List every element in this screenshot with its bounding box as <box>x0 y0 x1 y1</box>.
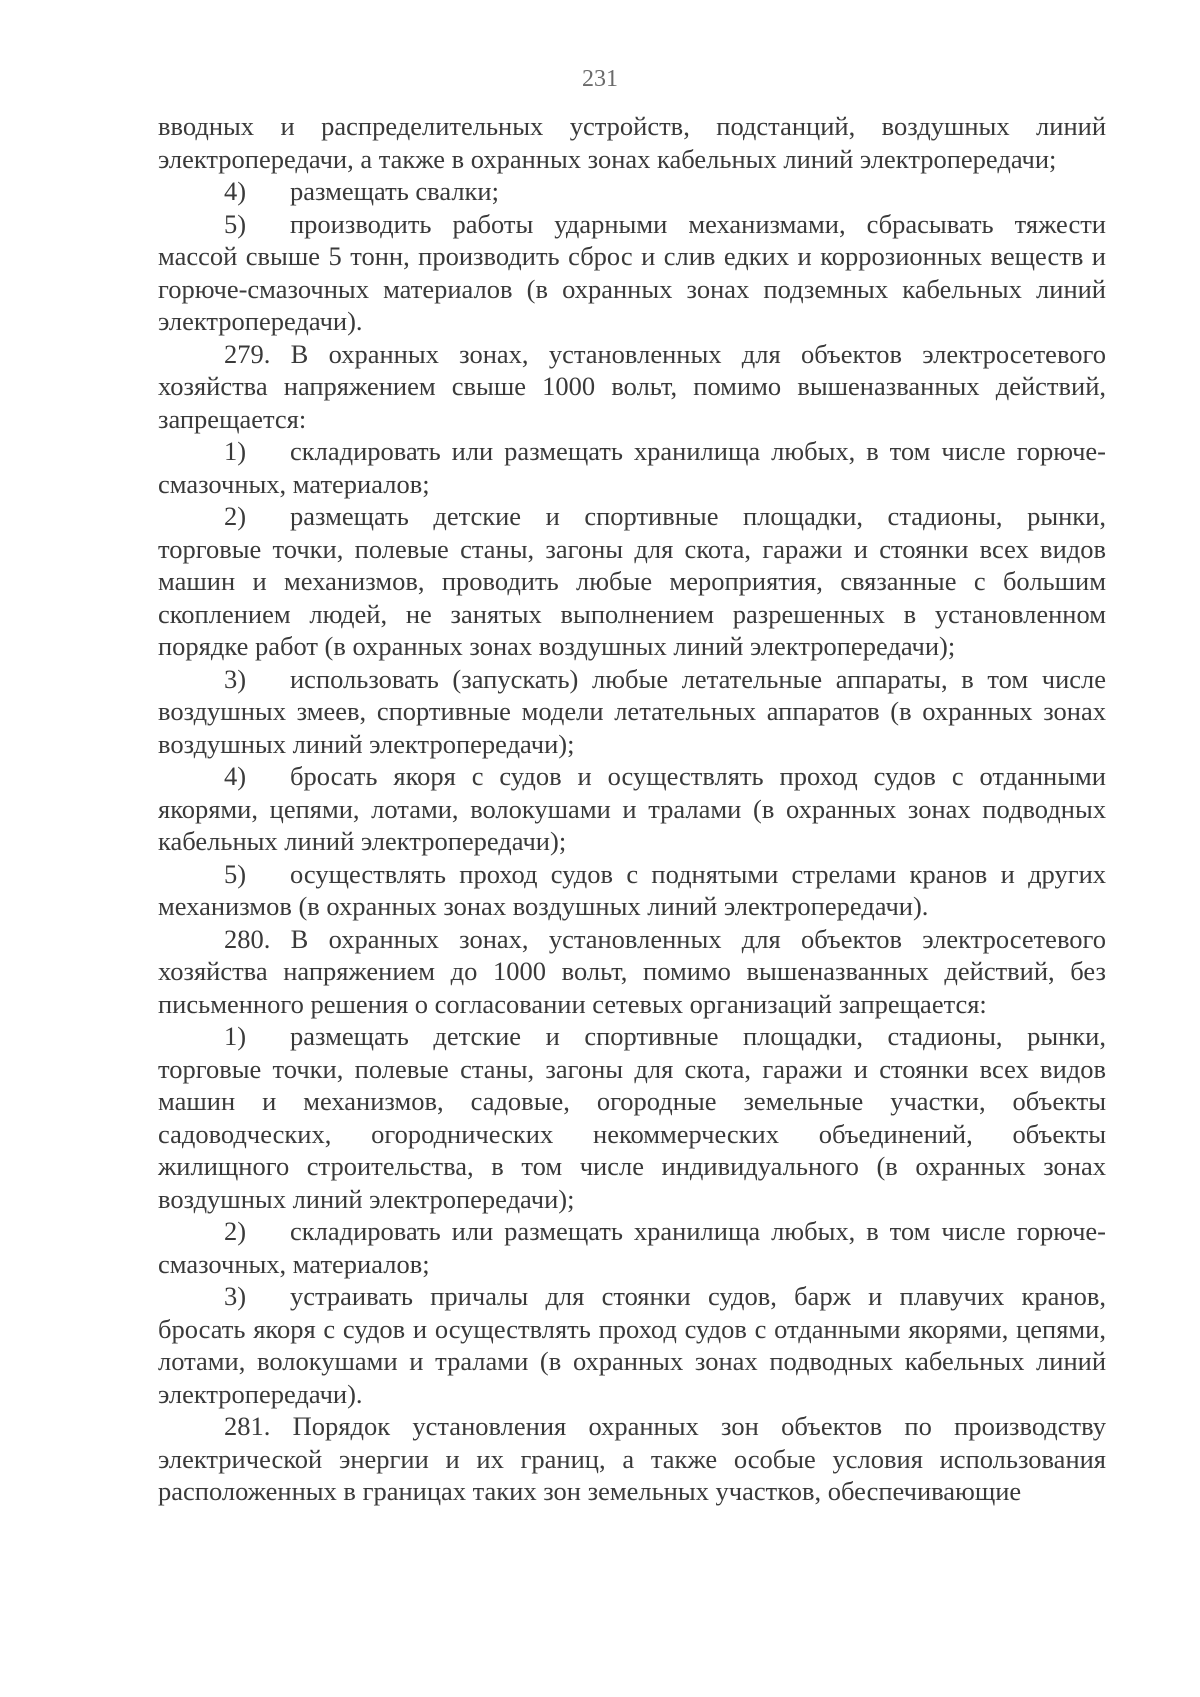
list-item <box>158 1215 1106 1280</box>
list-item-text: устраивать причалы для стоянки судов, барж и плавучих кранов, бросать якоря с судов и осуществлять проход судов с отданными якорями, цепями, лотами, волокушами и тралами (в охранных зонах подводных кабельных линий электропередачи). <box>158 1281 1106 1409</box>
list-item-number: 3) <box>224 663 247 694</box>
list-item-number: 5) <box>224 858 247 889</box>
list-item-number: 3) <box>224 1281 247 1311</box>
list-item <box>158 435 1106 500</box>
list-item <box>158 1020 1106 1215</box>
list-item <box>158 1280 1106 1410</box>
document-body <box>158 110 1106 1508</box>
list-item-number: 4) <box>224 761 247 791</box>
list-item-number: 4) <box>224 176 247 206</box>
list-item-number: 2) <box>224 501 247 531</box>
list-item-number: 2) <box>224 1216 247 1246</box>
list-item <box>158 663 1106 761</box>
paragraph-279: 279. В охранных зонах, установленных для объектов электросетевого хозяйства напряжением свыше 1000 вольт, помимо вышеназванных действий, запрещается: <box>158 338 1106 434</box>
page-number: 231 <box>582 66 618 92</box>
list-item-text: размещать детские и спортивные площадки, стадионы, рынки, торговые точки, полевые станы, загоны для скота, гаражи и стоянки всех видов машин и механизмов, садовые, огородные земельные участки, объекты садоводческих, огороднических некоммерческих объединений, объекты жилищного строительства, в том числе индивидуального (в охранных зонах воздушных линий электропередачи); <box>158 1021 1106 1214</box>
list-item-text: складировать или размещать хранилища любых, в том числе горюче-смазочных, материалов; <box>158 436 1106 499</box>
list-item <box>158 500 1106 663</box>
list-item-text: размещать свалки; <box>290 176 499 206</box>
list-item-text: использовать (запускать) любые летательные аппараты, в том числе воздушных змеев, спортивные модели летательных аппаратов (в охранных зонах воздушных линий электропередачи); <box>158 663 1106 759</box>
list-item-number: 1) <box>224 1021 247 1051</box>
list-item-text: производить работы ударными механизмами, сбрасывать тяжести массой свыше 5 тонн, производить сброс и слив едких и коррозионных веществ и горюче-смазочных материалов (в охранных зонах подземных кабельных линий электропередачи). <box>158 208 1106 336</box>
continuation-paragraph: вводных и распределительных устройств, подстанций, воздушных линий электропередачи, а также в охранных зонах кабельных линий электропередачи; <box>158 111 1106 174</box>
list-item-text: складировать или размещать хранилища любых, в том числе горюче-смазочных, материалов; <box>158 1216 1106 1279</box>
paragraph-281: 281. Порядок установления охранных зон объектов по производству электрической энергии и их границ, а также особые условия использования расположенных в границах таких зон земельных участков, обеспечивающие <box>158 1411 1106 1506</box>
list-item <box>158 760 1106 858</box>
list-item-text: осуществлять проход судов с поднятыми стрелами кранов и других механизмов (в охранных зонах воздушных линий электропередачи). <box>158 858 1106 921</box>
list-item-number: 5) <box>224 208 247 239</box>
list-item-text: бросать якоря с судов и осуществлять проход судов с отданными якорями, цепями, лотами, волокушами и тралами (в охранных зонах подводных кабельных линий электропередачи); <box>158 761 1106 856</box>
list-item-text: размещать детские и спортивные площадки, стадионы, рынки, торговые точки, полевые станы, загоны для скота, гаражи и стоянки всех видов машин и механизмов, проводить любые мероприятия, связанные с большим скоплением людей, не занятых выполнением разрешенных в установленном порядке работ (в охранных зонах воздушных линий электропередачи); <box>158 501 1106 661</box>
paragraph-280: 280. В охранных зонах, установленных для объектов электросетевого хозяйства напряжением до 1000 вольт, помимо вышеназванных действий, без письменного решения о согласовании сетевых организаций запрещается: <box>158 923 1106 1019</box>
list-item <box>158 208 1106 338</box>
list-item <box>158 858 1106 923</box>
list-item <box>158 175 1106 208</box>
list-item-number: 1) <box>224 436 247 466</box>
